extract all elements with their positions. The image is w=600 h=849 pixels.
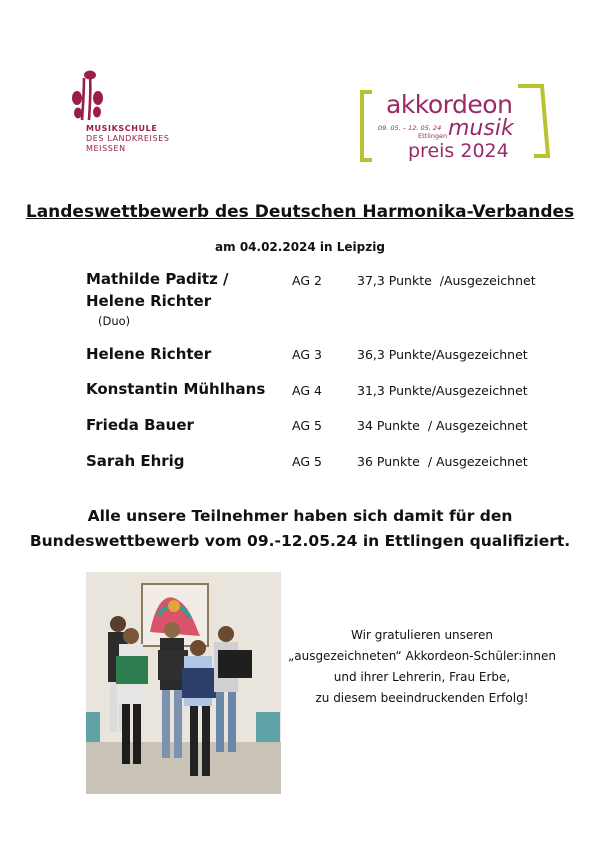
qualification-line2: Bundeswettbewerb vom 09.-12.05.24 in Ettlingen qualifiziert. [29,532,571,550]
accordion-prize-logo [358,82,552,168]
accordion-students-photo-icon [86,572,281,794]
result-score: 34 Punkte / Ausgezeichnet [357,418,528,433]
participant-name: Sarah Ehrig [86,452,185,470]
result-score: 36,3 Punkte/Ausgezeichnet [357,347,528,362]
prize-word-preis: preis 2024 [408,140,509,162]
music-note-logo-icon [68,68,108,126]
age-group: AG 5 [292,418,322,433]
congrats-line1: Wir gratulieren unseren [351,628,493,642]
age-group: AG 4 [292,383,322,398]
event-date: am 04.02.2024 in Leipzig [215,240,385,254]
page-title: Landeswettbewerb des Deutschen Harmonika-Verbandes [25,202,575,222]
participant-name: Konstantin Mühlhans [86,380,266,398]
prize-word-akkordeon: akkordeon [386,90,513,119]
participant-note: (Duo) [98,314,131,328]
participant-name: Frieda Bauer [86,416,194,434]
participant-name: Mathilde Paditz / [86,270,229,288]
result-score: 37,3 Punkte /Ausgezeichnet [357,273,536,288]
age-group: AG 3 [292,347,322,362]
age-group: AG 2 [292,273,322,288]
prize-city: Ettlingen [418,132,448,140]
music-school-logo [68,68,178,168]
school-name-line3: MEISSEN [86,144,126,153]
age-group: AG 5 [292,454,322,469]
result-score: 31,3 Punkte/Ausgezeichnet [357,383,528,398]
school-name-line2: DES LANDKREISES [86,134,170,143]
congrats-line2: „ausgezeichneten“ Akkordeon-Schüler:innen [288,649,556,663]
participant-name-line2: Helene Richter [86,292,212,310]
qualification-line1: Alle unsere Teilnehmer haben sich damit für den [87,507,513,525]
congrats-line4: zu diesem beeindruckenden Erfolg! [315,691,529,705]
participant-name: Helene Richter [86,345,212,363]
prize-dates: 09. 05. – 12. 05. 24 [378,124,442,132]
school-name-line1: MUSIKSCHULE [86,124,158,133]
result-score: 36 Punkte / Ausgezeichnet [357,454,528,469]
congrats-line3: und ihrer Lehrerin, Frau Erbe, [333,670,511,684]
prize-word-musik: musik [448,116,514,141]
group-photo [86,572,281,794]
